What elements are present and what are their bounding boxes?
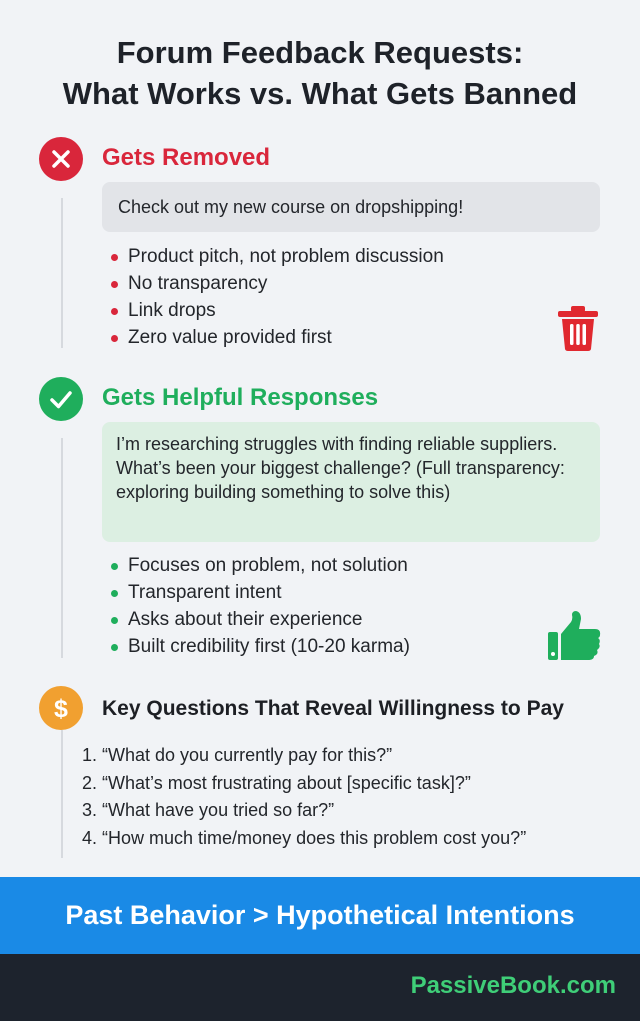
trash-icon [555,304,601,357]
list-item: 4. “How much time/money does this problem cost you?” [82,827,527,848]
section-divider-line [61,198,63,348]
list-item: 3. “What have you tried so far?” [82,800,335,820]
bullet-dot [111,335,118,342]
bullet-dot [111,590,118,597]
removed-points-list [102,243,444,351]
bullet-dot [111,644,118,651]
brand-logo-text: PassiveBook.com [410,972,616,999]
takeaway-banner: Past Behavior > Hypothetical Intentions [0,877,640,954]
bullet-dot [111,308,118,315]
list-item: 1. “What do you currently pay for this?” [82,745,393,765]
list-item-text: Built credibility first (10-20 karma) [128,636,410,657]
list-item-text: Link drops [128,300,216,321]
list-item: 2. “What’s most frustrating about [specific task]?” [82,772,471,793]
list-item [102,270,444,297]
list-item-text: Focuses on problem, not solution [128,555,408,576]
section-divider-line [61,730,63,858]
list-item-text: Transparent intent [128,582,282,603]
list-item [102,243,444,270]
list-item [102,606,410,633]
list-item [102,633,410,660]
list-item-text: Asks about their experience [128,609,363,630]
bad-example-box: Check out my new course on dropshipping! [102,182,600,232]
list-item-text: No transparency [128,273,268,294]
helpful-points-list [102,552,410,660]
list-item-text: Product pitch, not problem discussion [128,246,444,267]
questions-list [82,742,526,852]
helpful-heading: Gets Helpful Responses [102,384,379,411]
x-circle-icon [39,137,83,181]
page-title [0,32,640,114]
bullet-dot [111,563,118,570]
section-divider-line [61,438,63,658]
title-line-2: What Works vs. What Gets Banned [62,76,578,111]
title-line-1: Forum Feedback Requests: [116,35,524,70]
list-item-text: Zero value provided first [128,327,332,348]
list-item [102,552,410,579]
list-item [102,324,444,351]
footer [0,954,640,1021]
list-item [102,579,410,606]
good-example-box: I’m researching struggles with finding reliable suppliers. What’s been your biggest challenge? (Full transparency: exploring building something to solve this) [102,422,600,542]
questions-heading: Key Questions That Reveal Willingness to Pay [102,697,564,720]
list-item [102,297,444,324]
bullet-dot [111,281,118,288]
dollar-circle-icon [39,686,83,730]
thumbs-up-icon [546,610,602,667]
svg-text:$: $ [54,695,68,723]
removed-heading: Gets Removed [102,144,271,171]
check-circle-icon [39,377,83,421]
bullet-dot [111,617,118,624]
bullet-dot [111,254,118,261]
